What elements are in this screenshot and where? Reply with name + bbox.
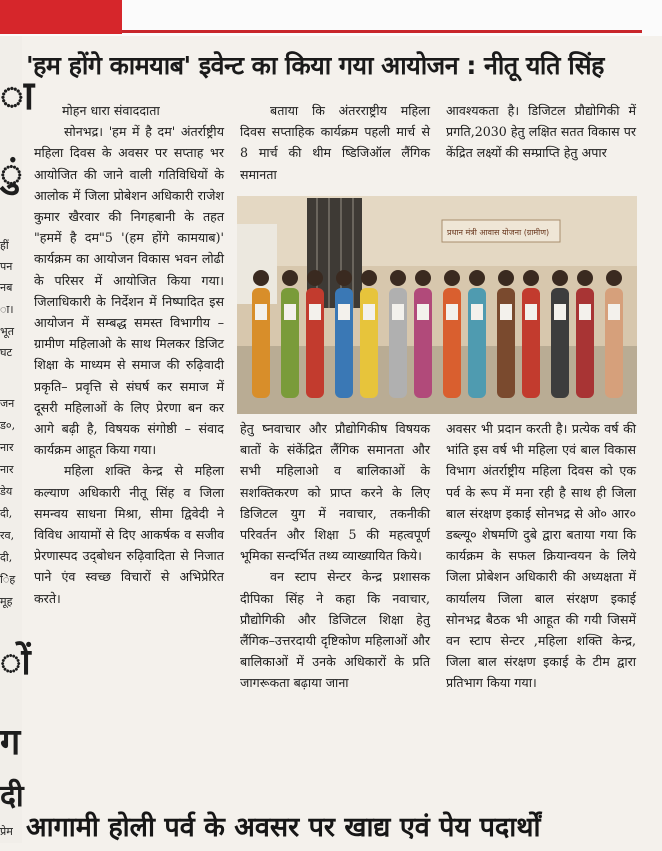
adjacent-text-fragment: दी, [0, 507, 13, 520]
photo-person-head [469, 270, 485, 286]
adjacent-text-fragment: डेय [0, 485, 13, 498]
photo-person-head [552, 270, 568, 286]
article-paragraph: बताया कि अंतरराष्ट्रीय महिला दिवस सप्ताहिक कार्यक्रम पहली मार्च से 8 मार्च की थीम ष्डिजिऑल लैंगिक समानता [240, 103, 430, 182]
photo-paper-sheet [309, 304, 321, 320]
adjacent-text-fragment: नार [0, 463, 14, 476]
adjacent-text-fragment: ा। [0, 303, 14, 316]
article-paragraph: हेतु ष्नवाचार और प्रौद्योगिकीष विषयक बातों के संकेंद्रित लैंगिक समानता और सभी महिलाओ व बालिकाओं के सशक्तिकरण को प्राप्त करने के लिए डिजिटल युग में नवाचार, तकनीकी परिवर्तन और शिक्षा 5 की महत्वपूर्ण भूमिका सन्दर्भित तथ्य व्याख्यायित किये। [240, 421, 430, 564]
adjacent-big-glyph: दी [0, 779, 24, 814]
photo-person-head [336, 270, 352, 286]
adjacent-big-glyph: ग [0, 722, 21, 763]
photo-person-head [523, 270, 539, 286]
adjacent-text-fragment: भूत [0, 325, 15, 338]
article-paragraph: आवश्यकता है। डिजिटल प्रौद्योगिकी में प्रगति,2030 हेतु लक्षित सतत विकास पर केंद्रित लक्ष्यों की सम्प्राप्ति हेतु अपार [446, 103, 636, 161]
event-photo-illustration [237, 196, 637, 414]
article-column-3-bottom [446, 418, 636, 694]
photo-wall-banner: प्रधान मंत्री आवास योजना (ग्रामीण) [447, 228, 550, 237]
article-paragraph: सोनभद्र। 'हम में है दम' अंतर्राष्ट्रीय महिला दिवस के अवसर पर सप्ताह भर आयोजित की जाने वाली गतिविधियों के आलोक में जिला प्रोबेशन अधिकारी राजेश कुमार खैरवार की निगहबानी के तहत "हममें है दम"5 '(हम होंगे कामयाब)' कार्यक्रम का आयोजन विकास भवन लोढी के परिसर में आयोजित किया गया। जिलाधिकारी के निर्देशन में निष्पादित इस आयोजन में सम्बद्ध समस्त विभागीय – ग्रामीण महिलाओ के साथ मिलकर डिजिट शिक्षा के माध्यम से समाज की रुढ़िवादी प्रकृति– प्रवृत्ति से संघर्ष कर समाज में दूसरी महिलाओं के लिए प्रेरणा बन कर आगे बढ़ी है, विषयक संगोष्ठी – संवाद कार्यक्रम आहूत किया गया। [34, 124, 224, 458]
article-paragraph: अवसर भी प्रदान करती है। प्रत्येक वर्ष की भांति इस वर्ष भी महिला एवं बाल विकास विभाग अंतर्राष्ट्रीय महिला दिवस को एक पर्व के रूप में मना रही है साथ ही जिला बाल संरक्षण इकाई सोनभद्र से ओ० आर० डब्ल्यू० शेषमणि दुबे द्वारा बताया गया कि कार्यक्रम के सफल क्रियान्वयन के लिये जिला प्रोबेशन अधिकारी की अध्यक्षता में कार्यालय जिला बाल संरक्षण इकाई सोनभद्र बैठक भी आहूत की गयी जिसमें वन स्टाप सेन्टर ,महिला शक्ति केन्द्र, जिला बाल संरक्षण इकाई के टीम द्वारा प्रतिभाग किया गया। [446, 421, 636, 691]
photo-person-head [577, 270, 593, 286]
article-column-2-bottom [240, 418, 430, 694]
masthead-red-block [0, 0, 122, 34]
photo-paper-sheet [338, 304, 350, 320]
adjacent-text-fragment: घट [0, 346, 13, 359]
photo-person-head [415, 270, 431, 286]
adjacent-text-fragment: जन [0, 397, 15, 410]
photo-person-head [390, 270, 406, 286]
article-paragraph: महिला शक्ति केन्द्र से महिला कल्याण अधिकारी नीतू सिंह व जिला समन्वय साधना मिश्रा, सीमा द्विवेदी ने विविध आयामों से दिए आकर्षक व सजीव प्रेरणास्पद उद्‌बोधन रुढ़िवादिता से निजात पाने एंव स्वच्छ विचारों से अभिप्रेरित करते। [34, 463, 224, 606]
adjacent-text-fragment: दी, [0, 551, 13, 564]
photo-paper-sheet [471, 304, 483, 320]
adjacent-text-fragment: िंह [0, 573, 16, 586]
article-column-2-top [240, 100, 430, 185]
photo-paper-sheet [554, 304, 566, 320]
adjacent-big-glyph: ुं [0, 151, 23, 195]
photo-paper-sheet [417, 304, 429, 320]
adjacent-text-fragment: हीं [0, 239, 9, 252]
adjacent-text-fragment: प्रेम [0, 825, 13, 838]
photo-person-head [606, 270, 622, 286]
adjacent-text-fragment: नब [0, 281, 13, 294]
masthead-red-rule [122, 30, 642, 33]
adjacent-text-fragment: मूह [0, 595, 13, 608]
adjacent-text-fragment: नार [0, 441, 14, 454]
adjacent-big-glyph: ा [0, 73, 35, 119]
photo-person-head [282, 270, 298, 286]
photo-paper-sheet [363, 304, 375, 320]
article-paragraph: वन स्टाप सेन्टर केन्द्र प्रशासक दीपिका सिंह ने कहा कि नवाचार, प्रौद्योगिकी और डिजिटल शिक्षा हेतु लैंगिक–उत्तरदायी दृष्टिकोण महिलाओं और बालिकाओं में उनके अधिकारों के प्रति जागरूकता बढ़ाया जाना [240, 569, 430, 691]
byline: मोहन धारा संवाददाता [62, 103, 160, 118]
photo-person-head [307, 270, 323, 286]
adjacent-big-glyph: ों [0, 642, 31, 683]
photo-paper-sheet [392, 304, 404, 320]
photo-person-head [444, 270, 460, 286]
photo-paper-sheet [255, 304, 267, 320]
adjacent-article-strip [0, 36, 35, 843]
next-article-headline: आगामी होली पर्व के अवसर पर खाद्य एवं पेय पदार्थों [26, 812, 541, 843]
photo-paper-sheet [446, 304, 458, 320]
photo-paper-sheet [525, 304, 537, 320]
article-column-3-top [446, 100, 636, 164]
photo-person-head [498, 270, 514, 286]
newspaper-masthead-strip [0, 0, 662, 36]
event-photo [237, 196, 637, 414]
photo-paper-sheet [284, 304, 296, 320]
photo-paper-sheet [579, 304, 591, 320]
photo-person-head [253, 270, 269, 286]
photo-paper-sheet [500, 304, 512, 320]
article-headline: 'हम होंगे कामयाब' इवेन्ट का किया गया आयोजन : नीतू यति सिंह [26, 51, 604, 80]
photo-paper-sheet [608, 304, 620, 320]
adjacent-text-fragment: रव, [0, 529, 15, 542]
adjacent-text-fragment: ड०, [0, 419, 16, 432]
photo-person-head [361, 270, 377, 286]
article-column-1 [34, 100, 224, 609]
adjacent-text-fragment: पन [0, 260, 13, 273]
